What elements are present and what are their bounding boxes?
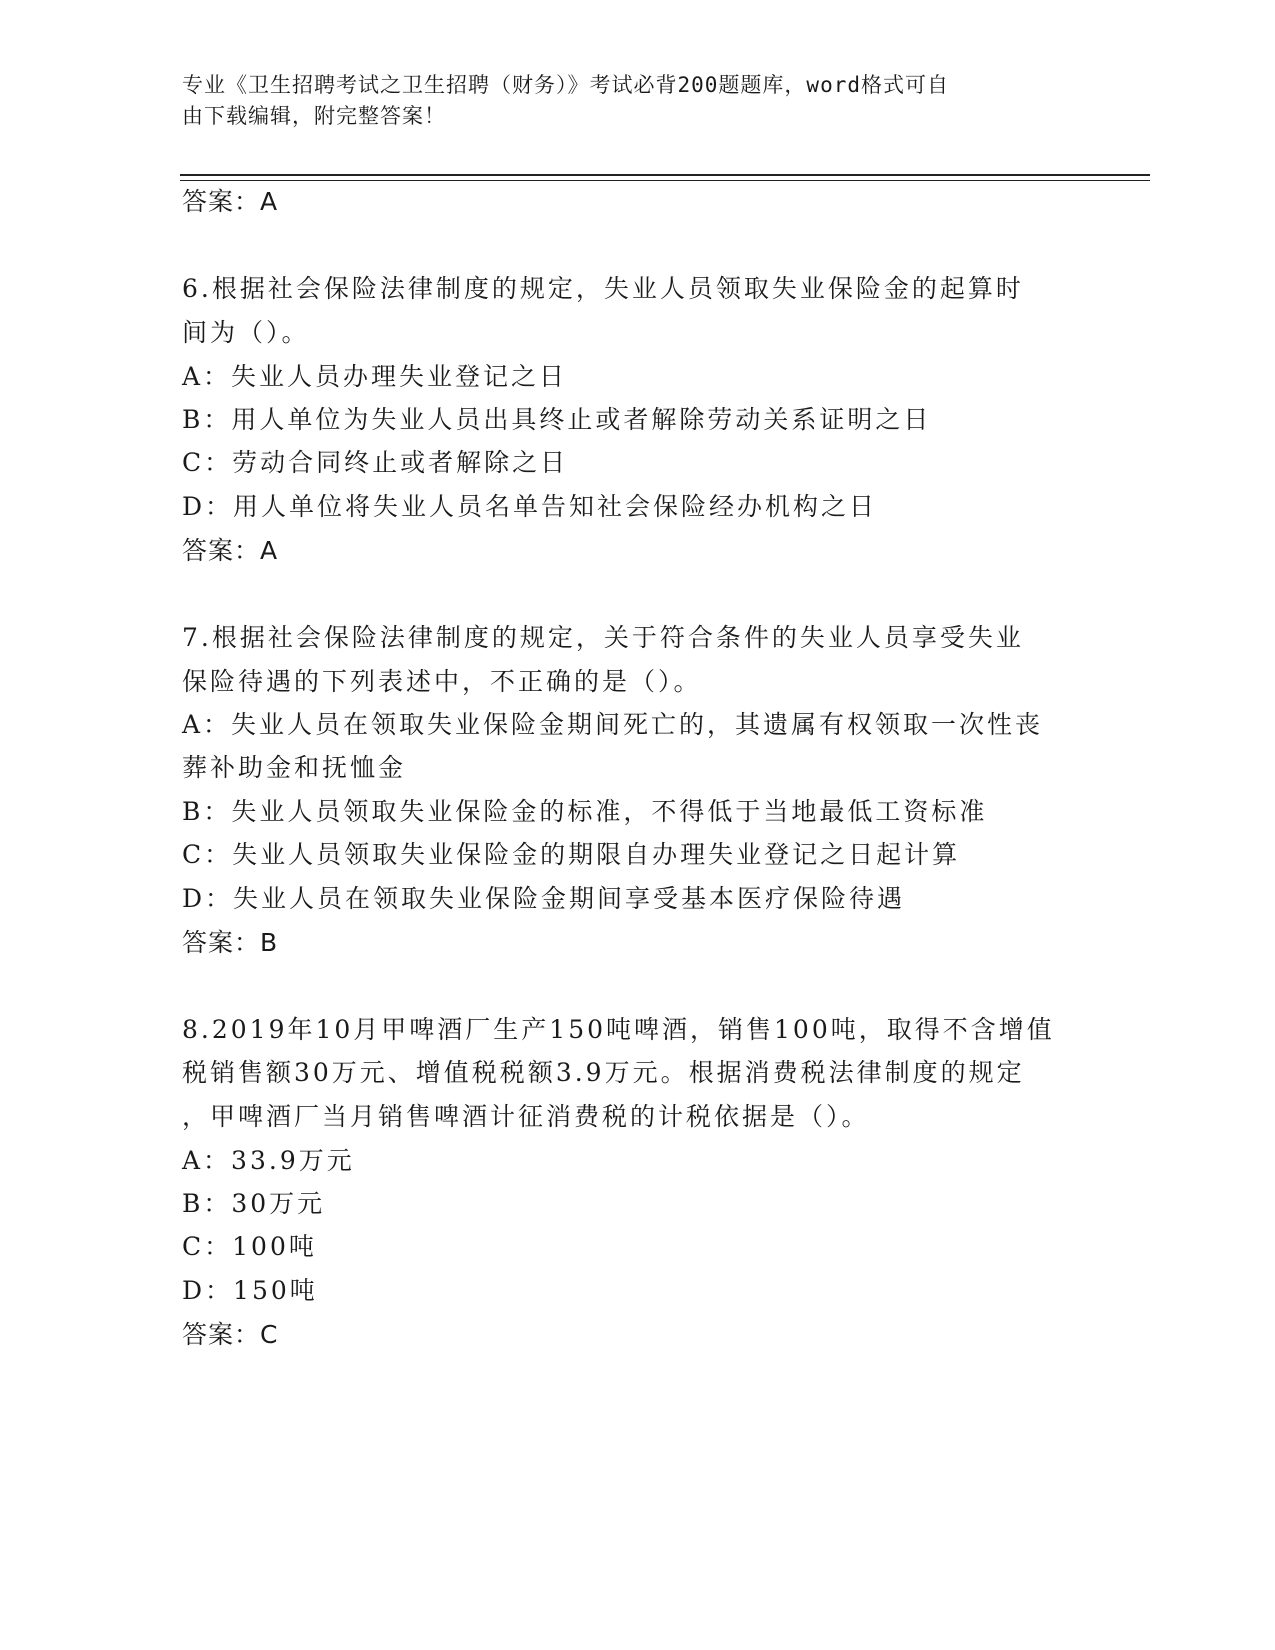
- question-stem-line: 7.根据社会保险法律制度的规定，关于符合条件的失业人员享受失业: [182, 623, 1024, 652]
- question-stem-line: 6.根据社会保险法律制度的规定，失业人员领取失业保险金的起算时: [182, 274, 1024, 303]
- option-c: C：失业人员领取失业保险金的期限自办理失业登记之日起计算: [182, 840, 961, 869]
- header-title-line-1: 专业《卫生招聘考试之卫生招聘（财务）》考试必背200题题库，word格式可自: [182, 73, 949, 97]
- question-stem-line: ，甲啤酒厂当月销售啤酒计征消费税的计税依据是（）。: [182, 1102, 870, 1131]
- option-b: B：30万元: [182, 1189, 326, 1218]
- option-d: D：150吨: [182, 1276, 318, 1305]
- question-stem-line: 保险待遇的下列表述中，不正确的是（）。: [182, 667, 702, 696]
- question-stem-line: 8.2019年10月甲啤酒厂生产150吨啤酒，销售100吨，取得不含增值: [182, 1015, 1055, 1044]
- option-d: D：用人单位将失业人员名单告知社会保险经办机构之日: [182, 492, 878, 521]
- header-title-line-2: 由下载编辑，附完整答案！: [182, 104, 446, 128]
- option-c: C：100吨: [182, 1232, 317, 1261]
- answer-label: 答案：C: [182, 1320, 279, 1349]
- option-d: D：失业人员在领取失业保险金期间享受基本医疗保险待遇: [182, 884, 906, 913]
- answer-label: 答案：A: [182, 536, 279, 565]
- option-c: C：劳动合同终止或者解除之日: [182, 448, 569, 477]
- option-a: A：失业人员办理失业登记之日: [182, 362, 568, 391]
- header-divider-thin: [180, 180, 1150, 181]
- document-header: [182, 70, 1062, 132]
- option-a-continued: 葬补助金和抚恤金: [182, 753, 407, 782]
- previous-answer: 答案：A: [182, 187, 279, 216]
- option-b: B：用人单位为失业人员出具终止或者解除劳动关系证明之日: [182, 405, 932, 434]
- option-a: A：33.9万元: [182, 1146, 355, 1175]
- answer-label: 答案：B: [182, 928, 279, 957]
- option-a: A：失业人员在领取失业保险金期间死亡的，其遗属有权领取一次性丧: [182, 710, 1044, 739]
- question-stem-line: 税销售额30万元、增值税税额3.9万元。根据消费税法律制度的规定: [182, 1058, 1025, 1087]
- question-stem-line: 间为（）。: [182, 318, 310, 347]
- option-b: B：失业人员领取失业保险金的标准，不得低于当地最低工资标准: [182, 797, 988, 826]
- header-divider-thick: [180, 174, 1150, 176]
